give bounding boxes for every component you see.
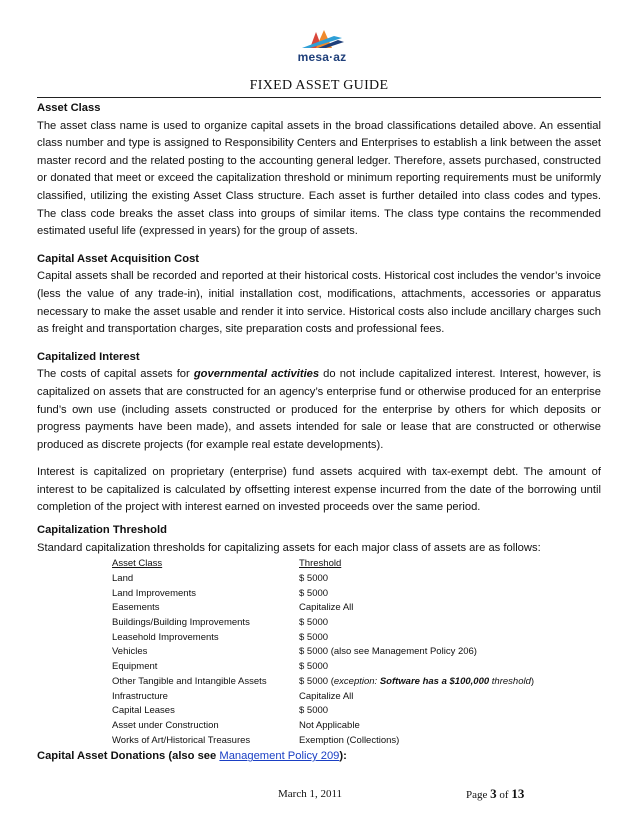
- threshold-table: [112, 557, 534, 748]
- threshold-cell: $ 5000: [299, 661, 329, 673]
- capitalization-threshold-intro: Standard capitalization thresholds for capitalizing assets for each major class of assets are as follows:: [37, 541, 541, 554]
- document-title: FIXED ASSET GUIDE: [249, 78, 389, 93]
- table-row: [112, 704, 534, 719]
- mesa-az-logo: [294, 28, 350, 66]
- governmental-activities-emphasis: governmental activities: [193, 368, 320, 381]
- asset-class-cell: Buildings/Building Improvements: [112, 617, 250, 629]
- table-row: [112, 572, 534, 587]
- document-body: [37, 100, 601, 766]
- footer-page-number: Page 3 of 13: [466, 786, 525, 801]
- threshold-cell: Not Applicable: [299, 719, 360, 731]
- table-row: [112, 660, 534, 675]
- software-exception-emphasis: Software has a $100,000: [377, 675, 490, 687]
- asset-class-cell: Infrastructure: [112, 690, 168, 702]
- capitalization-threshold-heading: Capitalization Threshold: [37, 524, 167, 537]
- capitalized-interest-paragraph-2: Interest is capitalized on proprietary (enterprise) fund assets acquired with tax-exempt debt. The amount of interest to be capitalized is calculated by offsetting interest expense incurred from the date of the borrowing until completion of the project with interest earned on invested proceeds over the same period.: [37, 466, 601, 514]
- threshold-cell: $ 5000: [299, 705, 329, 717]
- asset-class-cell: Easements: [112, 602, 160, 614]
- asset-class-cell: Asset under Construction: [112, 719, 219, 731]
- logo-text: mesa·az: [297, 50, 347, 64]
- management-policy-209-link[interactable]: Management Policy 209: [219, 750, 340, 763]
- threshold-table-header: [112, 557, 534, 572]
- asset-class-cell: Other Tangible and Intangible Assets: [112, 675, 267, 687]
- mesa-logo-mark-icon: [294, 28, 350, 52]
- table-row: [112, 734, 534, 749]
- column-header-threshold: Threshold: [299, 558, 342, 570]
- asset-class-cell: Leasehold Improvements: [112, 631, 219, 643]
- threshold-cell: Capitalize All: [299, 690, 354, 702]
- table-row: [112, 616, 534, 631]
- footer-date: March 1, 2011: [278, 788, 343, 800]
- asset-class-cell: Equipment: [112, 661, 158, 673]
- table-row: [112, 719, 534, 734]
- threshold-cell: $ 5000: [299, 572, 329, 584]
- asset-class-cell: Land Improvements: [112, 587, 196, 599]
- asset-class-cell: Land: [112, 572, 134, 584]
- threshold-cell: Capitalize All: [299, 602, 354, 614]
- asset-class-heading: Asset Class: [37, 102, 101, 114]
- threshold-cell: $ 5000: [299, 617, 329, 629]
- asset-class-cell: Vehicles: [112, 646, 148, 658]
- donations-heading: Capital Asset Donations (also see Management Policy 209):: [37, 750, 347, 763]
- acquisition-cost-paragraph: Capital assets shall be recorded and reported at their historical costs. Historical cost includes the vendor’s invoice (less the value of any trade-in), initial installation cost, modifications, attachments, accessories or apparatus necessary to make the asset usable and render it into service. Historical costs also include ancillary charges such as freight and transportation charges, site preparation costs and professional fees.: [37, 270, 601, 336]
- table-row: [112, 587, 534, 602]
- threshold-cell: $ 5000 (exception: Software has a $100,000 threshold): [299, 675, 535, 687]
- table-row: [112, 601, 534, 616]
- threshold-cell: $ 5000: [299, 631, 329, 643]
- table-row: [112, 645, 534, 660]
- table-row: [112, 690, 534, 705]
- title-divider: [37, 97, 601, 98]
- threshold-cell: $ 5000: [299, 587, 329, 599]
- asset-class-paragraph: The asset class name is used to organize capital assets in the broad classifications detailed above. An essential class number and type is assigned to Responsibility Centers and Enterprises to establish a link between the asset master record and the related posting to the accounting general ledger. Therefore, assets purchased, constructed or donated that meet or exceed the capitalization threshold or minimum reporting requirements must be uniformly classified, utilizing the existing Asset Class structure. Each asset is further detailed into class codes and types. The class code breaks the asset class into groups of similar items. The class type contains the recommended estimated useful life (expressed in years) for the group of assets.: [37, 119, 601, 238]
- table-row-other-assets: [112, 675, 534, 690]
- asset-class-cell: Capital Leases: [112, 705, 175, 717]
- threshold-cell: Exemption (Collections): [299, 734, 400, 746]
- table-row: [112, 631, 534, 646]
- threshold-cell: $ 5000 (also see Management Policy 206): [299, 646, 477, 658]
- column-header-asset-class: Asset Class: [112, 558, 163, 570]
- acquisition-cost-heading: Capital Asset Acquisition Cost: [37, 252, 200, 265]
- asset-class-cell: Works of Art/Historical Treasures: [112, 734, 251, 746]
- capitalized-interest-paragraph-1: The costs of capital assets for governmental activities do not include capitalized interest. Interest, however, is capitalized on assets that are constructed for an agency’s enterprise fund or otherwise produced for an enterprise fund’s own use (including assets constructed or produced for the enterprise by others for which deposits or progress payments have been made), and assets intended for sale or lease that are constructed or otherwise produced as discrete projects (for example real estate developments).: [37, 368, 601, 451]
- capitalized-interest-heading: Capitalized Interest: [37, 350, 140, 363]
